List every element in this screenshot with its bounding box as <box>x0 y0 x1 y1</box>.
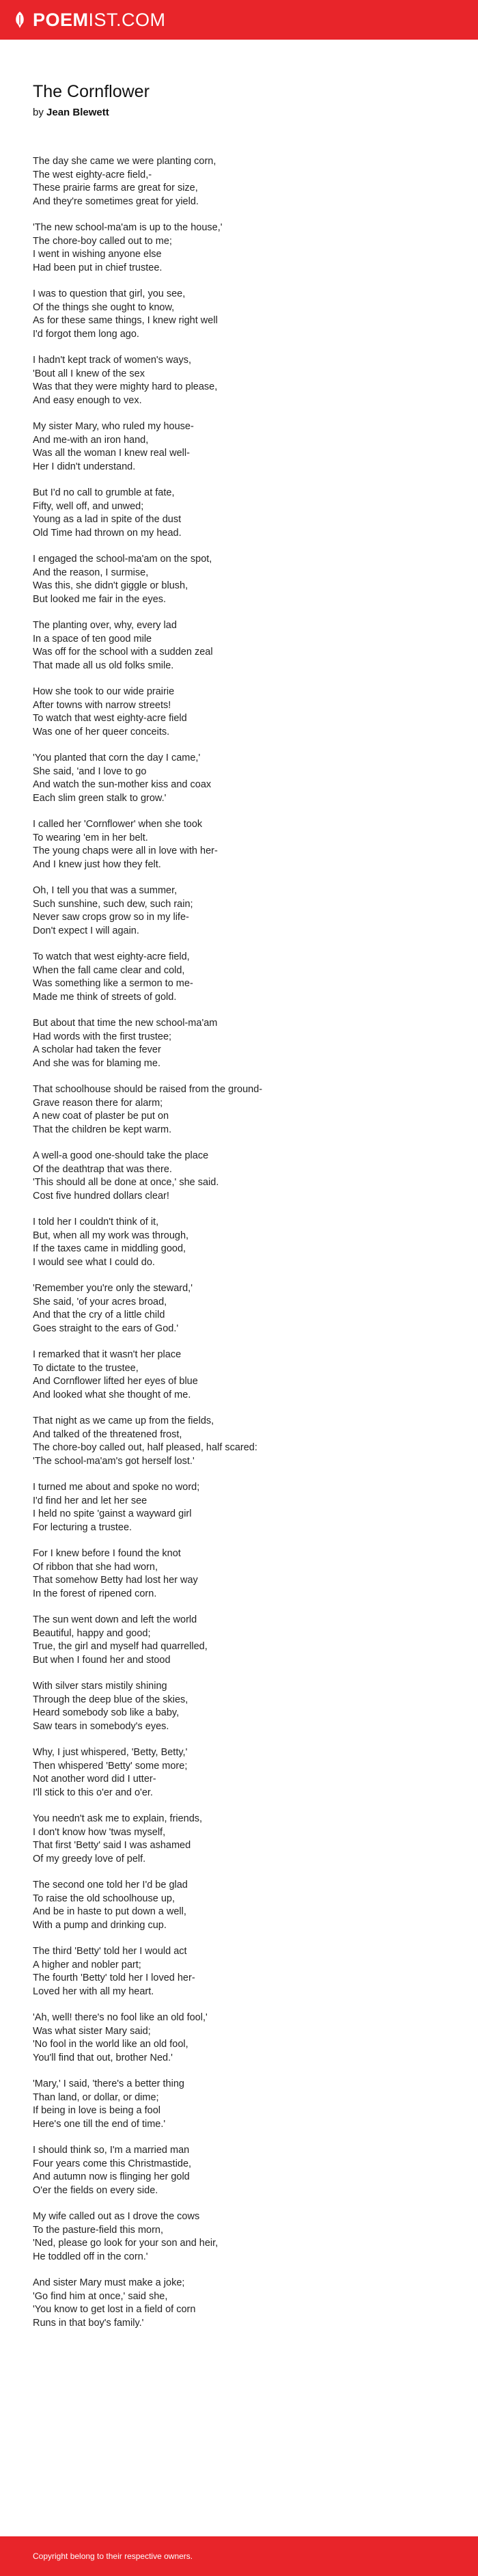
poem-line: I'd forgot them long ago. <box>33 328 139 340</box>
poem-stanza <box>33 1879 445 1932</box>
poem-line: Had words with the first trustee; <box>33 1031 172 1042</box>
poem-line: The day she came we were planting corn, <box>33 156 216 167</box>
poem-line: A new coat of plaster be put on <box>33 1111 169 1122</box>
poem-line: For lecturing a trustee. <box>33 1521 132 1533</box>
poem-line: 'Ah, well! there's no fool like an old fool,' <box>33 2012 208 2023</box>
quill-pen-icon <box>12 11 27 29</box>
poem-line: Of the deathtrap that was there. <box>33 1163 172 1175</box>
poem-line: To the pasture-field this morn, <box>33 2224 164 2236</box>
poem-line: Through the deep blue of the skies, <box>33 1694 188 1705</box>
poem-line: To watch that west eighty-acre field <box>33 713 187 724</box>
poem-line: 'Mary,' I said, 'there's a better thing <box>33 2078 184 2089</box>
poem-stanza <box>33 1282 445 1336</box>
poem-line: Here's one till the end of time.' <box>33 2118 166 2130</box>
poem-line: I was to question that girl, you see, <box>33 288 186 299</box>
poem-line: And that the cry of a little child <box>33 1310 165 1320</box>
poem-line: My sister Mary, who ruled my house- <box>33 421 194 432</box>
poem-line: I turned me about and spoke no word; <box>33 1482 200 1493</box>
poem-line: I engaged the school-ma'am on the spot, <box>33 554 212 565</box>
poem-line: Than land, or dollar, or dime; <box>33 2091 159 2103</box>
poem-line: To wearing 'em in her belt. <box>33 832 148 843</box>
poem-line: Why, I just whispered, 'Betty, Betty,' <box>33 1747 188 1758</box>
poem-stanza <box>33 752 445 805</box>
poem-line: The second one told her I'd be glad <box>33 1880 188 1890</box>
poem-line: But, when all my work was through, <box>33 1230 189 1241</box>
poem-line: If being in love is being a fool <box>33 2105 161 2116</box>
poem-line: Then whispered 'Betty' some more; <box>33 1760 188 1772</box>
poem-line: I'll stick to this o'er and o'er. <box>33 1787 153 1798</box>
poem-stanza <box>33 1083 445 1137</box>
poem-line: Goes straight to the ears of God.' <box>33 1323 179 1334</box>
poem-line: The planting over, why, every lad <box>33 620 177 631</box>
poem-line: For I knew before I found the knot <box>33 1548 181 1559</box>
poem-line: But when I found her and stood <box>33 1654 171 1666</box>
poem-line: But looked me fair in the eyes. <box>33 593 167 605</box>
poem-line: Was one of her queer conceits. <box>33 726 170 737</box>
poem-stanza <box>33 1481 445 1534</box>
poem-body <box>33 155 445 2330</box>
poem-line: True, the girl and myself had quarrelled, <box>33 1641 208 1652</box>
poem-line: And be in haste to put down a well, <box>33 1906 186 1917</box>
poem-line: When the fall came clear and cold, <box>33 964 185 976</box>
poem-line: I would see what I could do. <box>33 1256 155 1268</box>
poem-line: Never saw crops grow so in my life- <box>33 912 189 923</box>
poem-line: Don't expect I will again. <box>33 925 139 936</box>
poem-stanza <box>33 1746 445 1800</box>
poem-line: A scholar had taken the fever <box>33 1044 161 1055</box>
poem-line: The third 'Betty' told her I would act <box>33 1946 187 1957</box>
poem-stanza <box>33 1017 445 1070</box>
poem-line: And talked of the threatened frost, <box>33 1428 182 1440</box>
poem-line: Was what sister Mary said; <box>33 2025 151 2037</box>
poem-line: The fourth 'Betty' told her I loved her- <box>33 1972 195 1983</box>
poem-stanza <box>33 1614 445 1667</box>
poem-line: How she took to our wide prairie <box>33 686 175 697</box>
poem-line: I went in wishing anyone else <box>33 249 162 260</box>
poem-line: Of my greedy love of pelf. <box>33 1853 146 1865</box>
poem-line: Was all the woman I knew real well- <box>33 448 190 459</box>
poem-line: And watch the sun-mother kiss and coax <box>33 779 212 790</box>
poem-stanza <box>33 288 445 341</box>
poem-stanza <box>33 2210 445 2264</box>
poem-line: I don't know how 'twas myself, <box>33 1826 166 1838</box>
logo-bold-text: POEM <box>33 9 89 30</box>
poem-content <box>0 40 478 2536</box>
poem-line: Was this, she didn't giggle or blush, <box>33 580 188 591</box>
poem-line: Had been put in chief trustee. <box>33 262 163 273</box>
poem-byline <box>33 107 445 118</box>
poem-stanza <box>33 1680 445 1733</box>
poem-line: I called her 'Cornflower' when she took <box>33 819 203 830</box>
poem-line: Was that they were mighty hard to please, <box>33 381 218 392</box>
poem-line: But about that time the new school-ma'am <box>33 1018 218 1029</box>
poem-stanza <box>33 354 445 407</box>
poem-line: That made all us old folks smile. <box>33 660 174 671</box>
poem-line: The chore-boy called out, half pleased, half scared: <box>33 1442 257 1453</box>
poem-line: The young chaps were all in love with her- <box>33 845 218 856</box>
poem-line: She said, 'and I love to go <box>33 765 147 777</box>
poem-line: O'er the fields on every side. <box>33 2184 158 2196</box>
poem-line: A well-a good one-should take the place <box>33 1150 209 1161</box>
poem-stanza <box>33 1945 445 1998</box>
poem-line: 'Go find him at once,' said she, <box>33 2290 168 2302</box>
poem-line: She said, 'of your acres broad, <box>33 1296 167 1307</box>
poem-line: Not another word did I utter- <box>33 1774 156 1785</box>
poem-stanza <box>33 619 445 673</box>
poem-line: And autumn now is flinging her gold <box>33 2171 190 2182</box>
site-header <box>0 0 478 40</box>
poem-line: To raise the old schoolhouse up, <box>33 1893 175 1904</box>
poem-line: 'This should all be done at once,' she said. <box>33 1177 219 1188</box>
poem-stanza <box>33 2144 445 2197</box>
poem-line: In the forest of ripened corn. <box>33 1588 157 1599</box>
poem-line: And she was for blaming me. <box>33 1057 160 1069</box>
poem-title: The Cornflower <box>33 82 150 101</box>
poem-line: 'No fool in the world like an old fool, <box>33 2039 188 2050</box>
poem-line: With silver stars mistily shining <box>33 1681 167 1692</box>
poem-line: Heard somebody sob like a baby, <box>33 1707 180 1718</box>
poem-line: Runs in that boy's family.' <box>33 2317 144 2329</box>
poem-stanza <box>33 155 445 208</box>
poem-line: 'Ned, please go look for your son and heir, <box>33 2238 219 2249</box>
poem-line: Each slim green stalk to grow.' <box>33 792 167 804</box>
poem-stanza <box>33 884 445 938</box>
poem-line: I told her I couldn't think of it, <box>33 1217 159 1228</box>
poem-line: Was something like a sermon to me- <box>33 978 193 989</box>
poem-line: To watch that west eighty-acre field, <box>33 951 190 962</box>
logo-light-text: IST.COM <box>88 9 166 30</box>
poem-stanza <box>33 1216 445 1269</box>
poem-line: I remarked that it wasn't her place <box>33 1349 182 1360</box>
poem-line: Her I didn't understand. <box>33 461 136 472</box>
poem-stanza <box>33 1348 445 1402</box>
poem-line: Grave reason there for alarm; <box>33 1097 163 1109</box>
poem-stanza <box>33 221 445 275</box>
poem-line: 'You know to get lost in a field of corn <box>33 2304 196 2315</box>
poem-line: Of the things she ought to know, <box>33 301 175 313</box>
poem-line: Four years come this Christmastide, <box>33 2158 192 2169</box>
poem-line: That first 'Betty' said I was ashamed <box>33 1840 191 1851</box>
poem-line: I hadn't kept track of women's ways, <box>33 355 191 366</box>
poem-stanza <box>33 818 445 871</box>
poem-line: The chore-boy called out to me; <box>33 235 172 247</box>
poem-line: As for these same things, I knew right well <box>33 315 218 326</box>
poem-line: And the reason, I surmise, <box>33 567 149 578</box>
poem-line: A higher and nobler part; <box>33 1959 141 1970</box>
poem-line: After towns with narrow streets! <box>33 699 171 711</box>
poem-stanza <box>33 686 445 739</box>
by-label: by <box>33 107 44 118</box>
poem-line: These prairie farms are great for size, <box>33 182 198 193</box>
poem-line: Such sunshine, such dew, such rain; <box>33 898 193 910</box>
poem-line: In a space of ten good mile <box>33 633 152 645</box>
poem-line: That night as we came up from the fields, <box>33 1415 214 1426</box>
site-logo-link[interactable] <box>33 10 166 31</box>
poem-line: And me-with an iron hand, <box>33 434 149 446</box>
poem-line: 'The school-ma'am's got herself lost.' <box>33 1455 195 1467</box>
copyright-text: Copyright belong to their respective owners. <box>33 2551 193 2561</box>
poem-line: But I'd no call to grumble at fate, <box>33 487 175 498</box>
poem-stanza <box>33 487 445 540</box>
poem-line: He toddled off in the corn.' <box>33 2251 148 2262</box>
poem-line: 'You planted that corn the day I came,' <box>33 753 201 763</box>
poem-line: Oh, I tell you that was a summer, <box>33 885 178 896</box>
poem-line: And Cornflower lifted her eyes of blue <box>33 1376 198 1387</box>
poem-line: I'd find her and let her see <box>33 1495 147 1506</box>
poem-line: Loved her with all my heart. <box>33 1985 154 1997</box>
poem-line: And they're sometimes great for yield. <box>33 195 199 207</box>
poem-line: Of ribbon that she had worn, <box>33 1561 158 1573</box>
poem-line: With a pump and drinking cup. <box>33 1919 167 1931</box>
poem-line: The west eighty-acre field,- <box>33 169 152 180</box>
poem-line: Saw tears in somebody's eyes. <box>33 1720 169 1732</box>
poem-line: That schoolhouse should be raised from the ground- <box>33 1084 263 1095</box>
poem-line: That somehow Betty had lost her way <box>33 1575 198 1586</box>
poem-stanza <box>33 2277 445 2330</box>
poem-line: Fifty, well off, and unwed; <box>33 500 144 512</box>
poem-line: And looked what she thought of me. <box>33 1389 191 1400</box>
poem-line: And I knew just how they felt. <box>33 858 161 870</box>
poem-line: I should think so, I'm a married man <box>33 2145 190 2156</box>
poem-stanza <box>33 2078 445 2131</box>
poem-line: To dictate to the trustee, <box>33 1362 139 1374</box>
poem-stanza <box>33 2011 445 2065</box>
poem-line: You needn't ask me to explain, friends, <box>33 1813 203 1824</box>
poem-line: If the taxes came in middling good, <box>33 1243 186 1254</box>
poem-stanza <box>33 1547 445 1601</box>
poem-stanza <box>33 1415 445 1468</box>
poem-line: You'll find that out, brother Ned.' <box>33 2052 173 2063</box>
poem-stanza <box>33 1813 445 1866</box>
poem-stanza <box>33 1150 445 1203</box>
poem-stanza <box>33 951 445 1004</box>
author-link[interactable]: Jean Blewett <box>46 107 109 118</box>
poem-line: And easy enough to vex. <box>33 394 142 406</box>
poem-line: Young as a lad in spite of the dust <box>33 514 182 525</box>
poem-line: That the children be kept warm. <box>33 1124 172 1135</box>
poem-line: Old Time had thrown on my head. <box>33 527 182 539</box>
poem-line: Beautiful, happy and good; <box>33 1627 151 1639</box>
poem-line: 'Bout all I knew of the sex <box>33 368 145 379</box>
poem-line: Made me think of streets of gold. <box>33 991 177 1003</box>
poem-line: My wife called out as I drove the cows <box>33 2211 200 2222</box>
site-footer <box>0 2536 478 2576</box>
poem-line: 'Remember you're only the steward,' <box>33 1283 193 1294</box>
poem-stanza <box>33 553 445 606</box>
poem-line: 'The new school-ma'am is up to the house,' <box>33 222 223 233</box>
poem-line: And sister Mary must make a joke; <box>33 2277 185 2288</box>
poem-line: Cost five hundred dollars clear! <box>33 1190 169 1202</box>
poem-line: I held no spite 'gainst a wayward girl <box>33 1508 192 1519</box>
poem-line: The sun went down and left the world <box>33 1614 197 1625</box>
poem-stanza <box>33 420 445 474</box>
poem-line: Was off for the school with a sudden zeal <box>33 647 213 657</box>
